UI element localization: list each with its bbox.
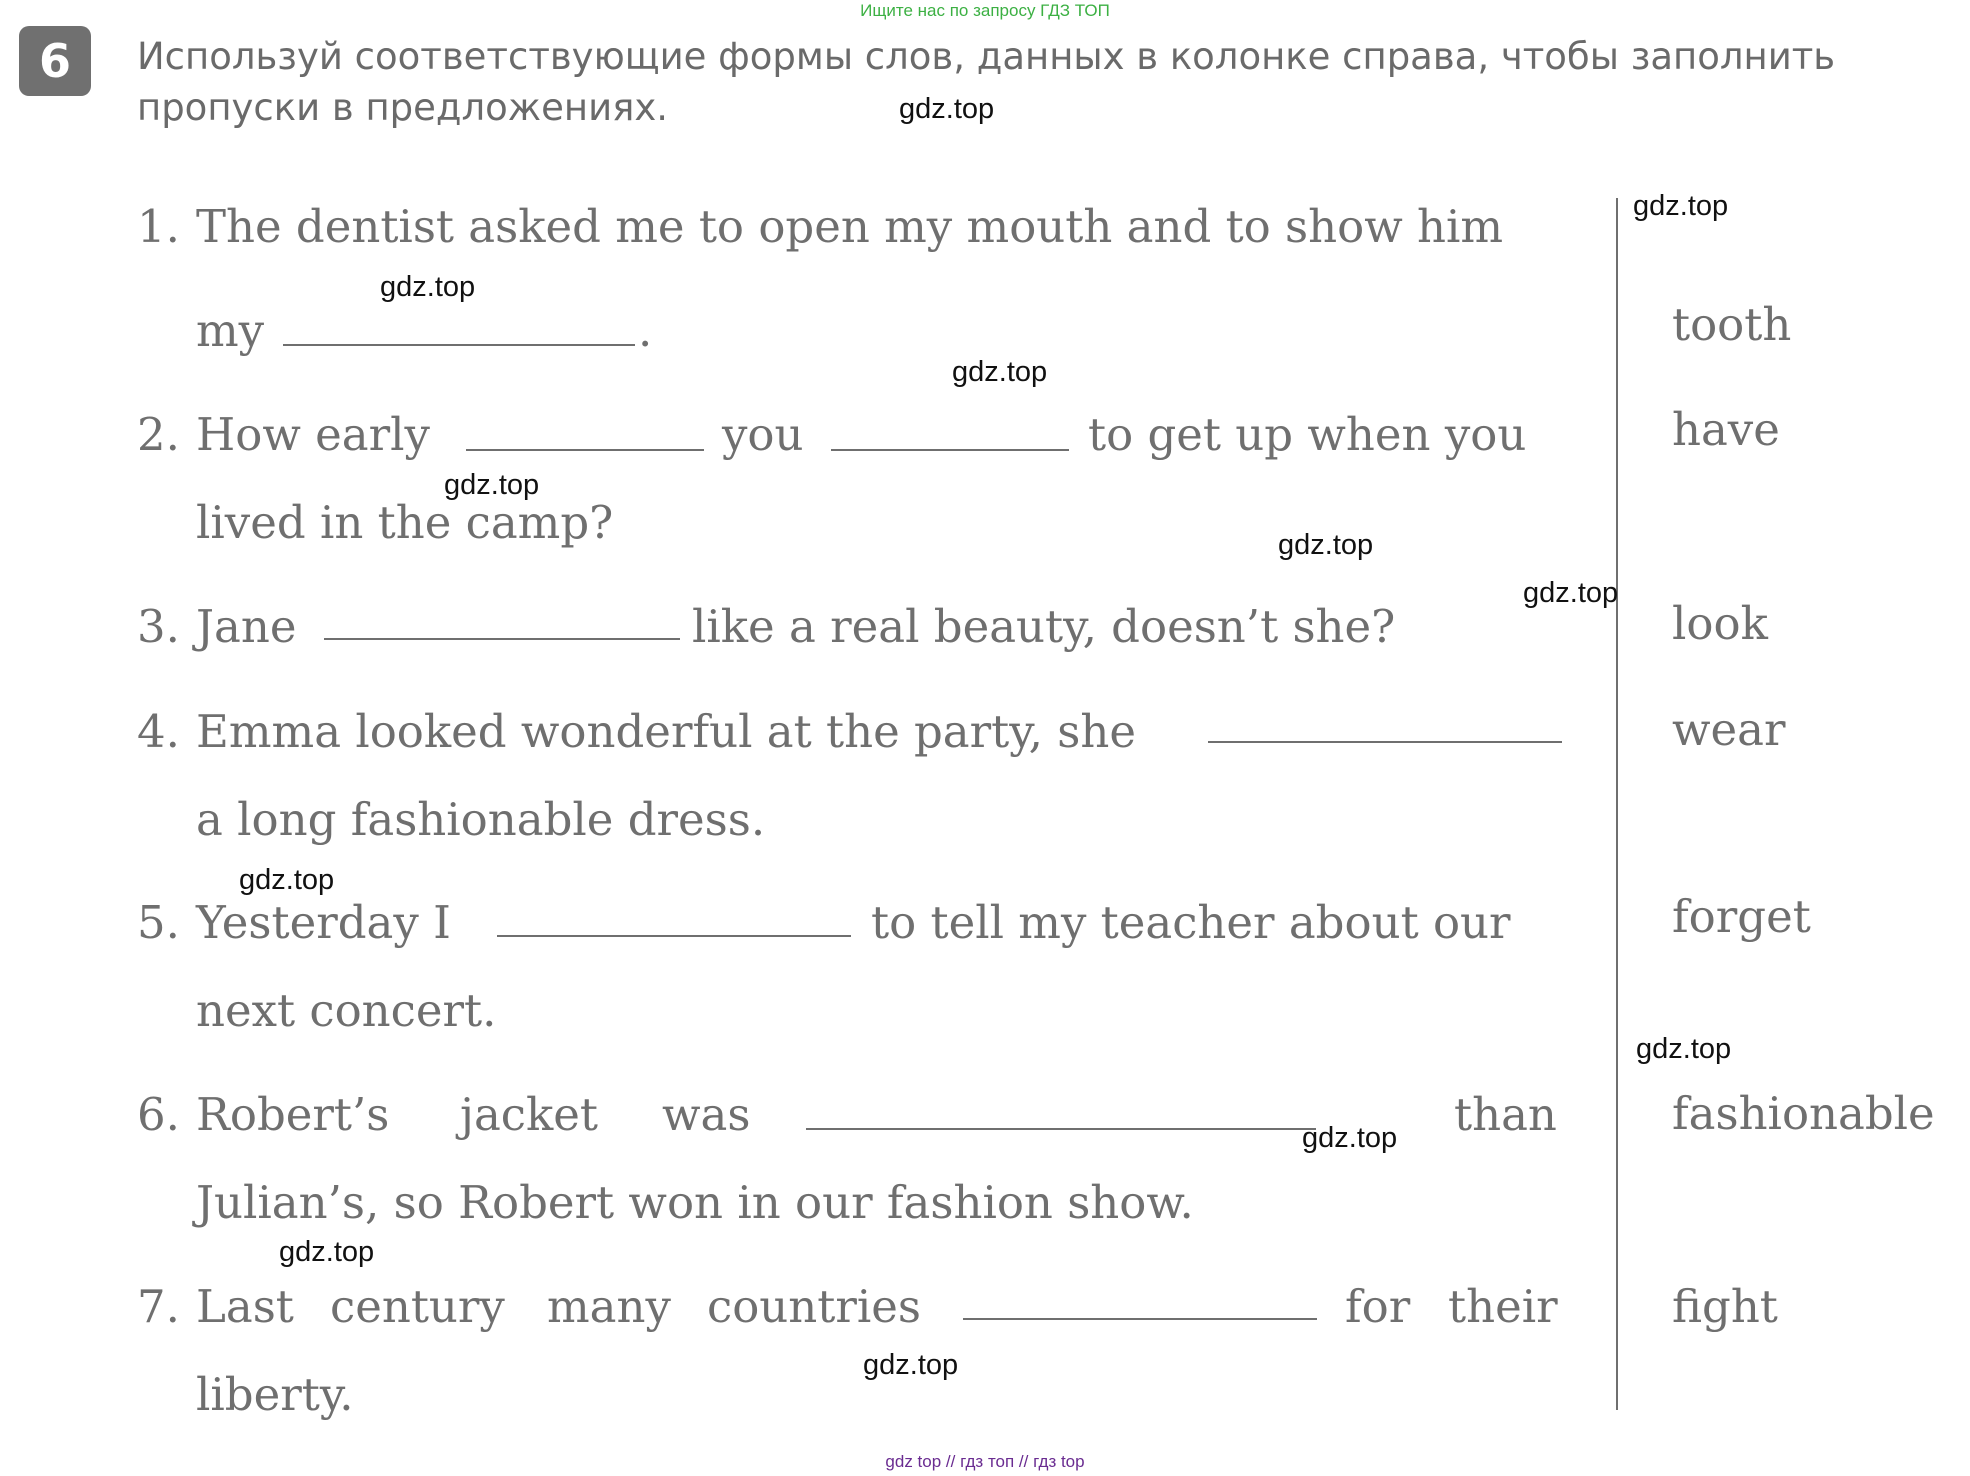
sentence-text: jacket (460, 1088, 598, 1141)
sentence-text: to get up when you (1088, 408, 1527, 461)
sentence-text: was (662, 1088, 751, 1141)
sentence-text: . (638, 304, 653, 357)
sentence-text: many (547, 1280, 671, 1333)
footer-links[interactable]: gdz top // гдз топ // гдз top (885, 1452, 1085, 1471)
answer-blank[interactable] (963, 1318, 1317, 1320)
sentence-text: like a real beauty, doesn’t she? (692, 600, 1396, 653)
answer-blank[interactable] (324, 638, 680, 640)
watermark: gdz.top (1302, 1122, 1398, 1154)
sentence-text: The dentist asked me to open my mouth and to show him (196, 200, 1504, 253)
word-item: fight (1672, 1280, 1778, 1333)
sentence-text: to tell my teacher about our (871, 896, 1511, 949)
word-item: forget (1672, 890, 1811, 943)
sentence-text: next concert. (196, 984, 497, 1037)
answer-blank[interactable] (283, 344, 635, 346)
sentence-text: century (330, 1280, 505, 1333)
sentence-text: for (1345, 1280, 1411, 1333)
sentence-text: their (1448, 1280, 1558, 1333)
instruction-line-2: пропуски в предложениях. (137, 86, 669, 129)
word-item: have (1672, 403, 1780, 456)
watermark: gdz.top (863, 1349, 959, 1381)
sentence-number: 6. (137, 1088, 180, 1141)
watermark: gdz.top (952, 356, 1048, 388)
answer-blank[interactable] (831, 449, 1069, 451)
watermark: gdz.top (1278, 529, 1374, 561)
sentence-number: 5. (137, 896, 180, 949)
sentence-text: than (1454, 1088, 1557, 1141)
sentence-number: 2. (137, 408, 180, 461)
answer-blank[interactable] (466, 449, 704, 451)
word-item: tooth (1672, 298, 1792, 351)
word-item: wear (1672, 703, 1786, 756)
sentence-text: Last (196, 1280, 294, 1333)
watermark: gdz.top (380, 271, 476, 303)
sentence-text: Yesterday I (196, 896, 451, 949)
watermark: gdz.top (1636, 1033, 1732, 1065)
answer-blank[interactable] (806, 1128, 1316, 1130)
sentence-number: 7. (137, 1280, 180, 1333)
watermark: gdz.top (1523, 577, 1619, 609)
sentence-number: 3. (137, 600, 180, 653)
sentence-text: my (196, 304, 265, 357)
task-number-badge: 6 (19, 26, 91, 96)
word-item: fashionable (1672, 1087, 1935, 1140)
watermark: gdz.top (899, 93, 995, 125)
answer-blank[interactable] (497, 935, 851, 937)
sentence-text: Jane (196, 600, 297, 653)
sentence-text: Julian’s, so Robert won in our fashion show. (196, 1176, 1194, 1229)
column-divider (1616, 198, 1618, 1410)
sentence-number: 1. (137, 200, 180, 253)
sentence-text: countries (707, 1280, 921, 1333)
instruction-line-1: Используй соответствующие формы слов, данных в колонке справа, чтобы заполнить (137, 35, 1836, 78)
sentence-text: liberty. (196, 1368, 354, 1421)
sentence-text: Robert’s (196, 1088, 390, 1141)
word-item: look (1672, 597, 1768, 650)
watermark: gdz.top (1633, 190, 1729, 222)
sentence-text: a long fashionable dress. (196, 793, 766, 846)
sentence-text: you (722, 408, 804, 461)
sentence-number: 4. (137, 705, 180, 758)
watermark: gdz.top (279, 1236, 375, 1268)
answer-blank[interactable] (1208, 741, 1562, 743)
sentence-text: Emma looked wonderful at the party, she (196, 705, 1136, 758)
sentence-text: lived in the camp? (196, 496, 614, 549)
sentence-text: How early (196, 408, 430, 461)
watermark: gdz.top (444, 469, 540, 501)
top-banner[interactable]: Ищите нас по запросу ГДЗ ТОП (860, 1, 1110, 20)
watermark: gdz.top (239, 864, 335, 896)
